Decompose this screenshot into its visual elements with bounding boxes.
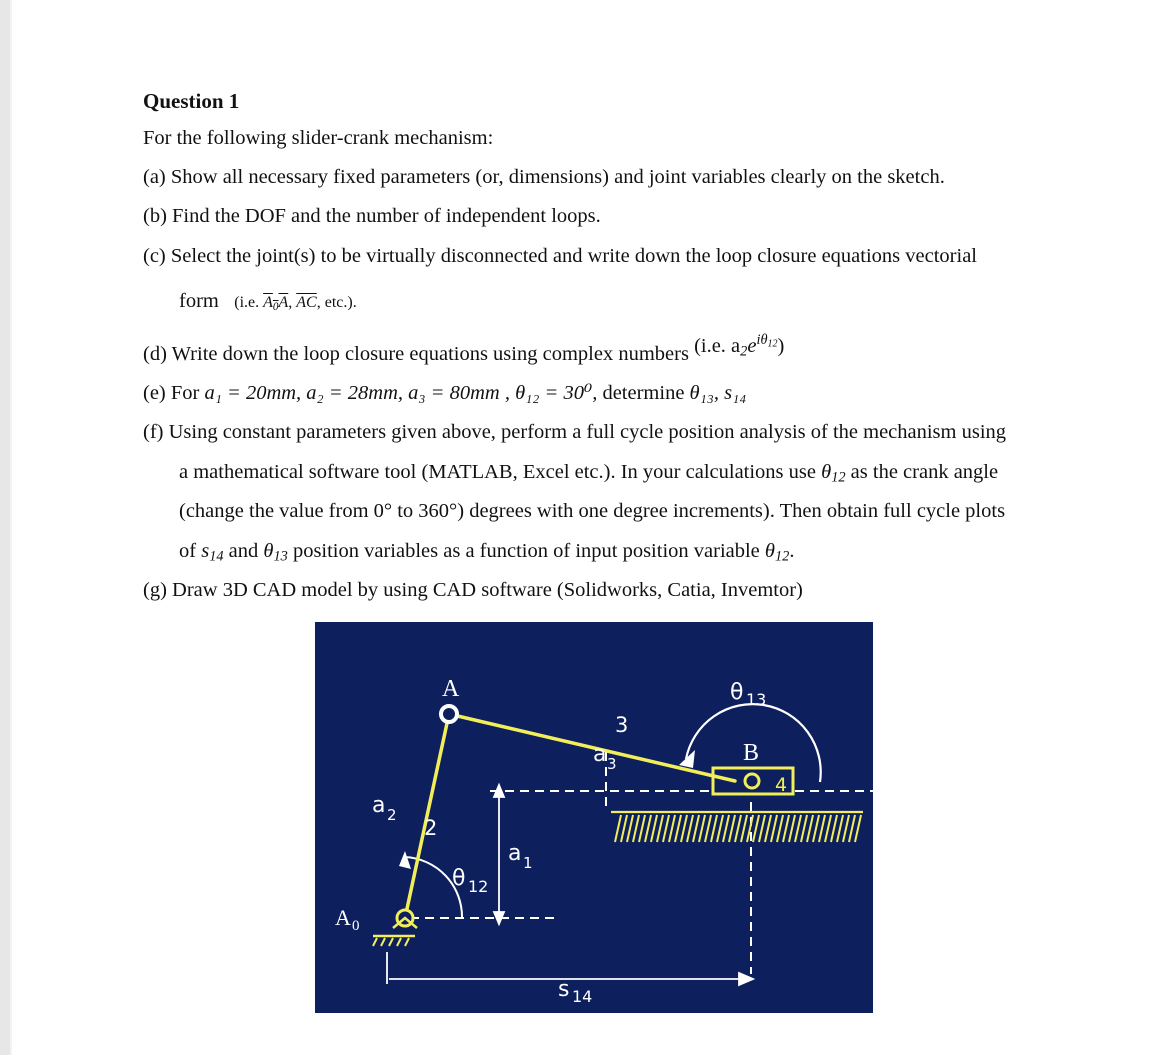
- vector-ac: $\overline{AC}$: [296, 294, 317, 311]
- item-f-line3: (change the value from 0° to 360°) degrees with one degree increments). Then obtain full cycle plots: [179, 500, 1006, 522]
- hatch-stroke: [831, 815, 837, 842]
- item-e-suffix: determine: [602, 382, 685, 404]
- hatch-stroke: [825, 815, 831, 842]
- joint-A: [441, 706, 457, 722]
- label-A0: A: [335, 905, 351, 930]
- hatch-stroke: [681, 815, 687, 842]
- label-a2: a: [372, 793, 386, 818]
- hatch-stroke: [741, 815, 747, 842]
- label-link3: 3: [615, 713, 629, 737]
- hatch-stroke: [777, 815, 783, 842]
- hatch-stroke: [615, 815, 621, 842]
- label-a3: a: [593, 742, 607, 767]
- hatch-stroke: [633, 815, 639, 842]
- hatch-stroke: [627, 815, 633, 842]
- item-d-line: [143, 332, 785, 368]
- hatch-stroke: [807, 815, 813, 842]
- hatch-stroke: [675, 815, 681, 842]
- hatch-stroke: [657, 815, 663, 842]
- s14-arrow: [739, 973, 753, 985]
- label-s14: s: [558, 977, 570, 1002]
- hatch-stroke: [729, 815, 735, 842]
- hatch-stroke: [717, 815, 723, 842]
- hatch-stroke: [795, 815, 801, 842]
- item-c: (c) Select the joint(s) to be virtually disconnected and write down the loop closure equations vectorial: [143, 245, 977, 267]
- hatch-stroke: [819, 815, 825, 842]
- label-a2-sub: 2: [387, 806, 397, 824]
- slider-crank-figure: [315, 622, 873, 1013]
- label-A: A: [442, 676, 460, 702]
- item-f-line4: of $s_{14}$ and $\theta_{13}$ position variables as a function of input position variable $\theta_{12}$.: [179, 540, 795, 565]
- label-A0-sub: 0: [352, 918, 360, 934]
- hatch-stroke: [759, 815, 765, 842]
- label-B: B: [743, 740, 760, 766]
- item-e-targets: θ₁₃, s₁₄: [689, 382, 747, 404]
- theta12-arrow: [399, 851, 411, 869]
- item-f-line2: a mathematical software tool (MATLAB, Excel etc.). In your calculations use $\theta_{12}$ as the crank angle: [179, 461, 999, 486]
- item-e-line: [143, 380, 746, 405]
- hatch-stroke: [693, 815, 699, 842]
- hatch-stroke: [723, 815, 729, 842]
- hatch-stroke: [849, 815, 855, 842]
- hatch-stroke: [855, 815, 861, 842]
- hatch-stroke: [789, 815, 795, 842]
- item-c-form: form: [179, 290, 219, 312]
- hatch-stroke: [699, 815, 705, 842]
- item-b: (b) Find the DOF and the number of independent loops.: [143, 205, 601, 227]
- label-s14-sub: 14: [572, 987, 593, 1006]
- hatch-stroke: [645, 815, 651, 842]
- item-d-example: (i.e. $a_2e^{i\theta_{12}}$): [694, 332, 785, 360]
- item-d: (d) Write down the loop closure equations using complex numbers: [143, 342, 689, 365]
- label-a3-sub: 3: [607, 755, 617, 773]
- vector-a0a: $A_0A$: [263, 294, 289, 313]
- label-link2: 2: [424, 816, 438, 840]
- hatch-stroke: [639, 815, 645, 842]
- hatch-stroke: [753, 815, 759, 842]
- page-edge: [0, 0, 10, 1055]
- label-theta13: θ: [730, 680, 744, 705]
- hatch-stroke: [801, 815, 807, 842]
- label-theta12: θ: [452, 866, 466, 891]
- item-c-form-line: form (i.e. $A_0A$, $\overline{AC}$, etc.).: [179, 290, 357, 313]
- hatch-stroke: [687, 815, 693, 842]
- hatch-stroke: [651, 815, 657, 842]
- ground-hatch-a0: [373, 938, 409, 946]
- page-edge-shadow: [10, 0, 12, 1055]
- item-a: (a) Show all necessary fixed parameters (or, dimensions) and joint variables clearly on the sketch.: [143, 166, 945, 188]
- label-a1-sub: 1: [523, 854, 533, 872]
- hatch-stroke: [711, 815, 717, 842]
- hatch-stroke: [735, 815, 741, 842]
- hatch-stroke: [669, 815, 675, 842]
- item-e-values: a₁ = 20mm, a₂ = 28mm, a₃ = 80mm , θ₁₂ = 30⁰,: [204, 382, 598, 404]
- item-e-prefix: (e) For: [143, 382, 200, 404]
- hatch-stroke: [813, 815, 819, 842]
- joint-B: [745, 774, 759, 788]
- question-title: Question 1: [143, 89, 240, 113]
- item-g: (g) Draw 3D CAD model by using CAD software (Solidworks, Catia, Invemtor): [143, 579, 803, 601]
- hatch-stroke: [621, 815, 627, 842]
- link-3-coupler: [449, 714, 735, 781]
- hatch-stroke: [705, 815, 711, 842]
- mechanism-diagram: [315, 622, 873, 1013]
- label-link4: 4: [775, 774, 788, 796]
- hatch-stroke: [663, 815, 669, 842]
- hatch-stroke: [843, 815, 849, 842]
- hatch-stroke: [771, 815, 777, 842]
- hatch-stroke: [837, 815, 843, 842]
- item-c-example-prefix: (i.e.: [234, 294, 264, 311]
- label-a1: a: [508, 841, 522, 866]
- slider-ground-hatch-lines: [615, 815, 861, 842]
- item-f-line1: (f) Using constant parameters given above, perform a full cycle position analysis of the mechanism using: [143, 421, 1007, 443]
- label-theta13-sub: 13: [746, 690, 767, 709]
- label-theta12-sub: 12: [468, 877, 489, 896]
- intro-text: For the following slider-crank mechanism:: [143, 127, 494, 149]
- item-c-example-suffix: , etc.).: [316, 294, 357, 311]
- hatch-stroke: [783, 815, 789, 842]
- hatch-stroke: [765, 815, 771, 842]
